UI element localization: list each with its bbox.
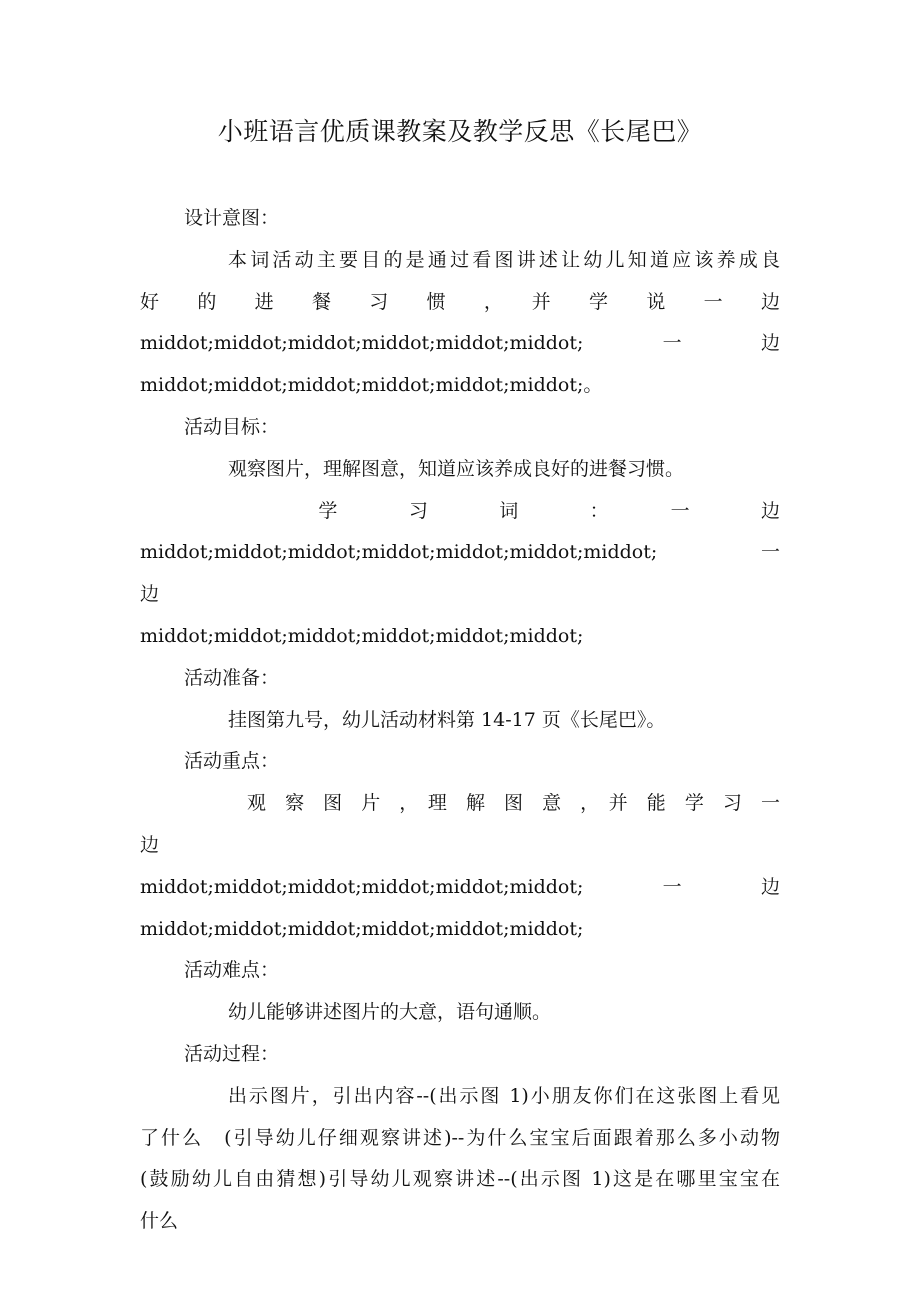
paragraph-line: 好 的 进 餐 习 惯 ， 并 学 说 一 边 — [140, 290, 780, 313]
paragraph-line: middot;middot;middot;middot;middot;middot; 一 边 — [140, 332, 780, 355]
paragraph-line: 学 习 词 ： 一 边 — [228, 499, 780, 522]
paragraph-line: 观 察 图 片 ， 理 解 图 意 ， 并 能 学 习 一 边 — [140, 792, 800, 856]
paragraph-line: 什么 — [140, 1210, 179, 1233]
section-heading-difficulties: 活动难点： — [184, 959, 280, 982]
document-body — [140, 198, 838, 1243]
section-heading-process: 活动过程： — [184, 1042, 280, 1065]
paragraph-line: 挂图第九号，幼儿活动材料第 14-17 页《长尾巴》。 — [228, 708, 666, 731]
paragraph-line: 出示图片，引出内容--(出示图 1)小朋友你们在这张图上看见 — [228, 1084, 780, 1107]
paragraph-line: 幼儿能够讲述图片的大意，语句通顺。 — [228, 1001, 552, 1024]
paragraph-line: middot;middot;middot;middot;middot;middot; — [140, 624, 584, 647]
paragraph-line: (鼓励幼儿自由猜想)引导幼儿观察讲述--(出示图 1)这是在哪里宝宝在 — [140, 1168, 780, 1191]
paragraph-line: 观察图片，理解图意，知道应该养成良好的进餐习惯。 — [228, 457, 685, 480]
section-heading-preparation: 活动准备： — [184, 666, 280, 689]
section-heading-design-intent: 设计意图： — [184, 207, 280, 229]
section-heading-goals: 活动目标： — [184, 415, 280, 438]
paragraph-line: middot;middot;middot;middot;middot;middot;middot; 一 边 — [140, 541, 838, 606]
paragraph-line: 了什么 (引导幼儿仔细观察讲述)--为什么宝宝后面跟着那么多小动物 — [140, 1126, 780, 1149]
paragraph-line: middot;middot;middot;middot;middot;middot;。 — [140, 374, 603, 397]
paragraph-line: 本词活动主要目的是通过看图讲述让幼儿知道应该养成良 — [228, 248, 780, 271]
paragraph-line: middot;middot;middot;middot;middot;middot; 一 边 — [140, 875, 780, 898]
section-heading-key-points: 活动重点： — [184, 750, 280, 773]
document-title: 小班语言优质课教案及教学反思《长尾巴》 — [217, 117, 703, 146]
paragraph-line: middot;middot;middot;middot;middot;middot; — [140, 917, 584, 940]
